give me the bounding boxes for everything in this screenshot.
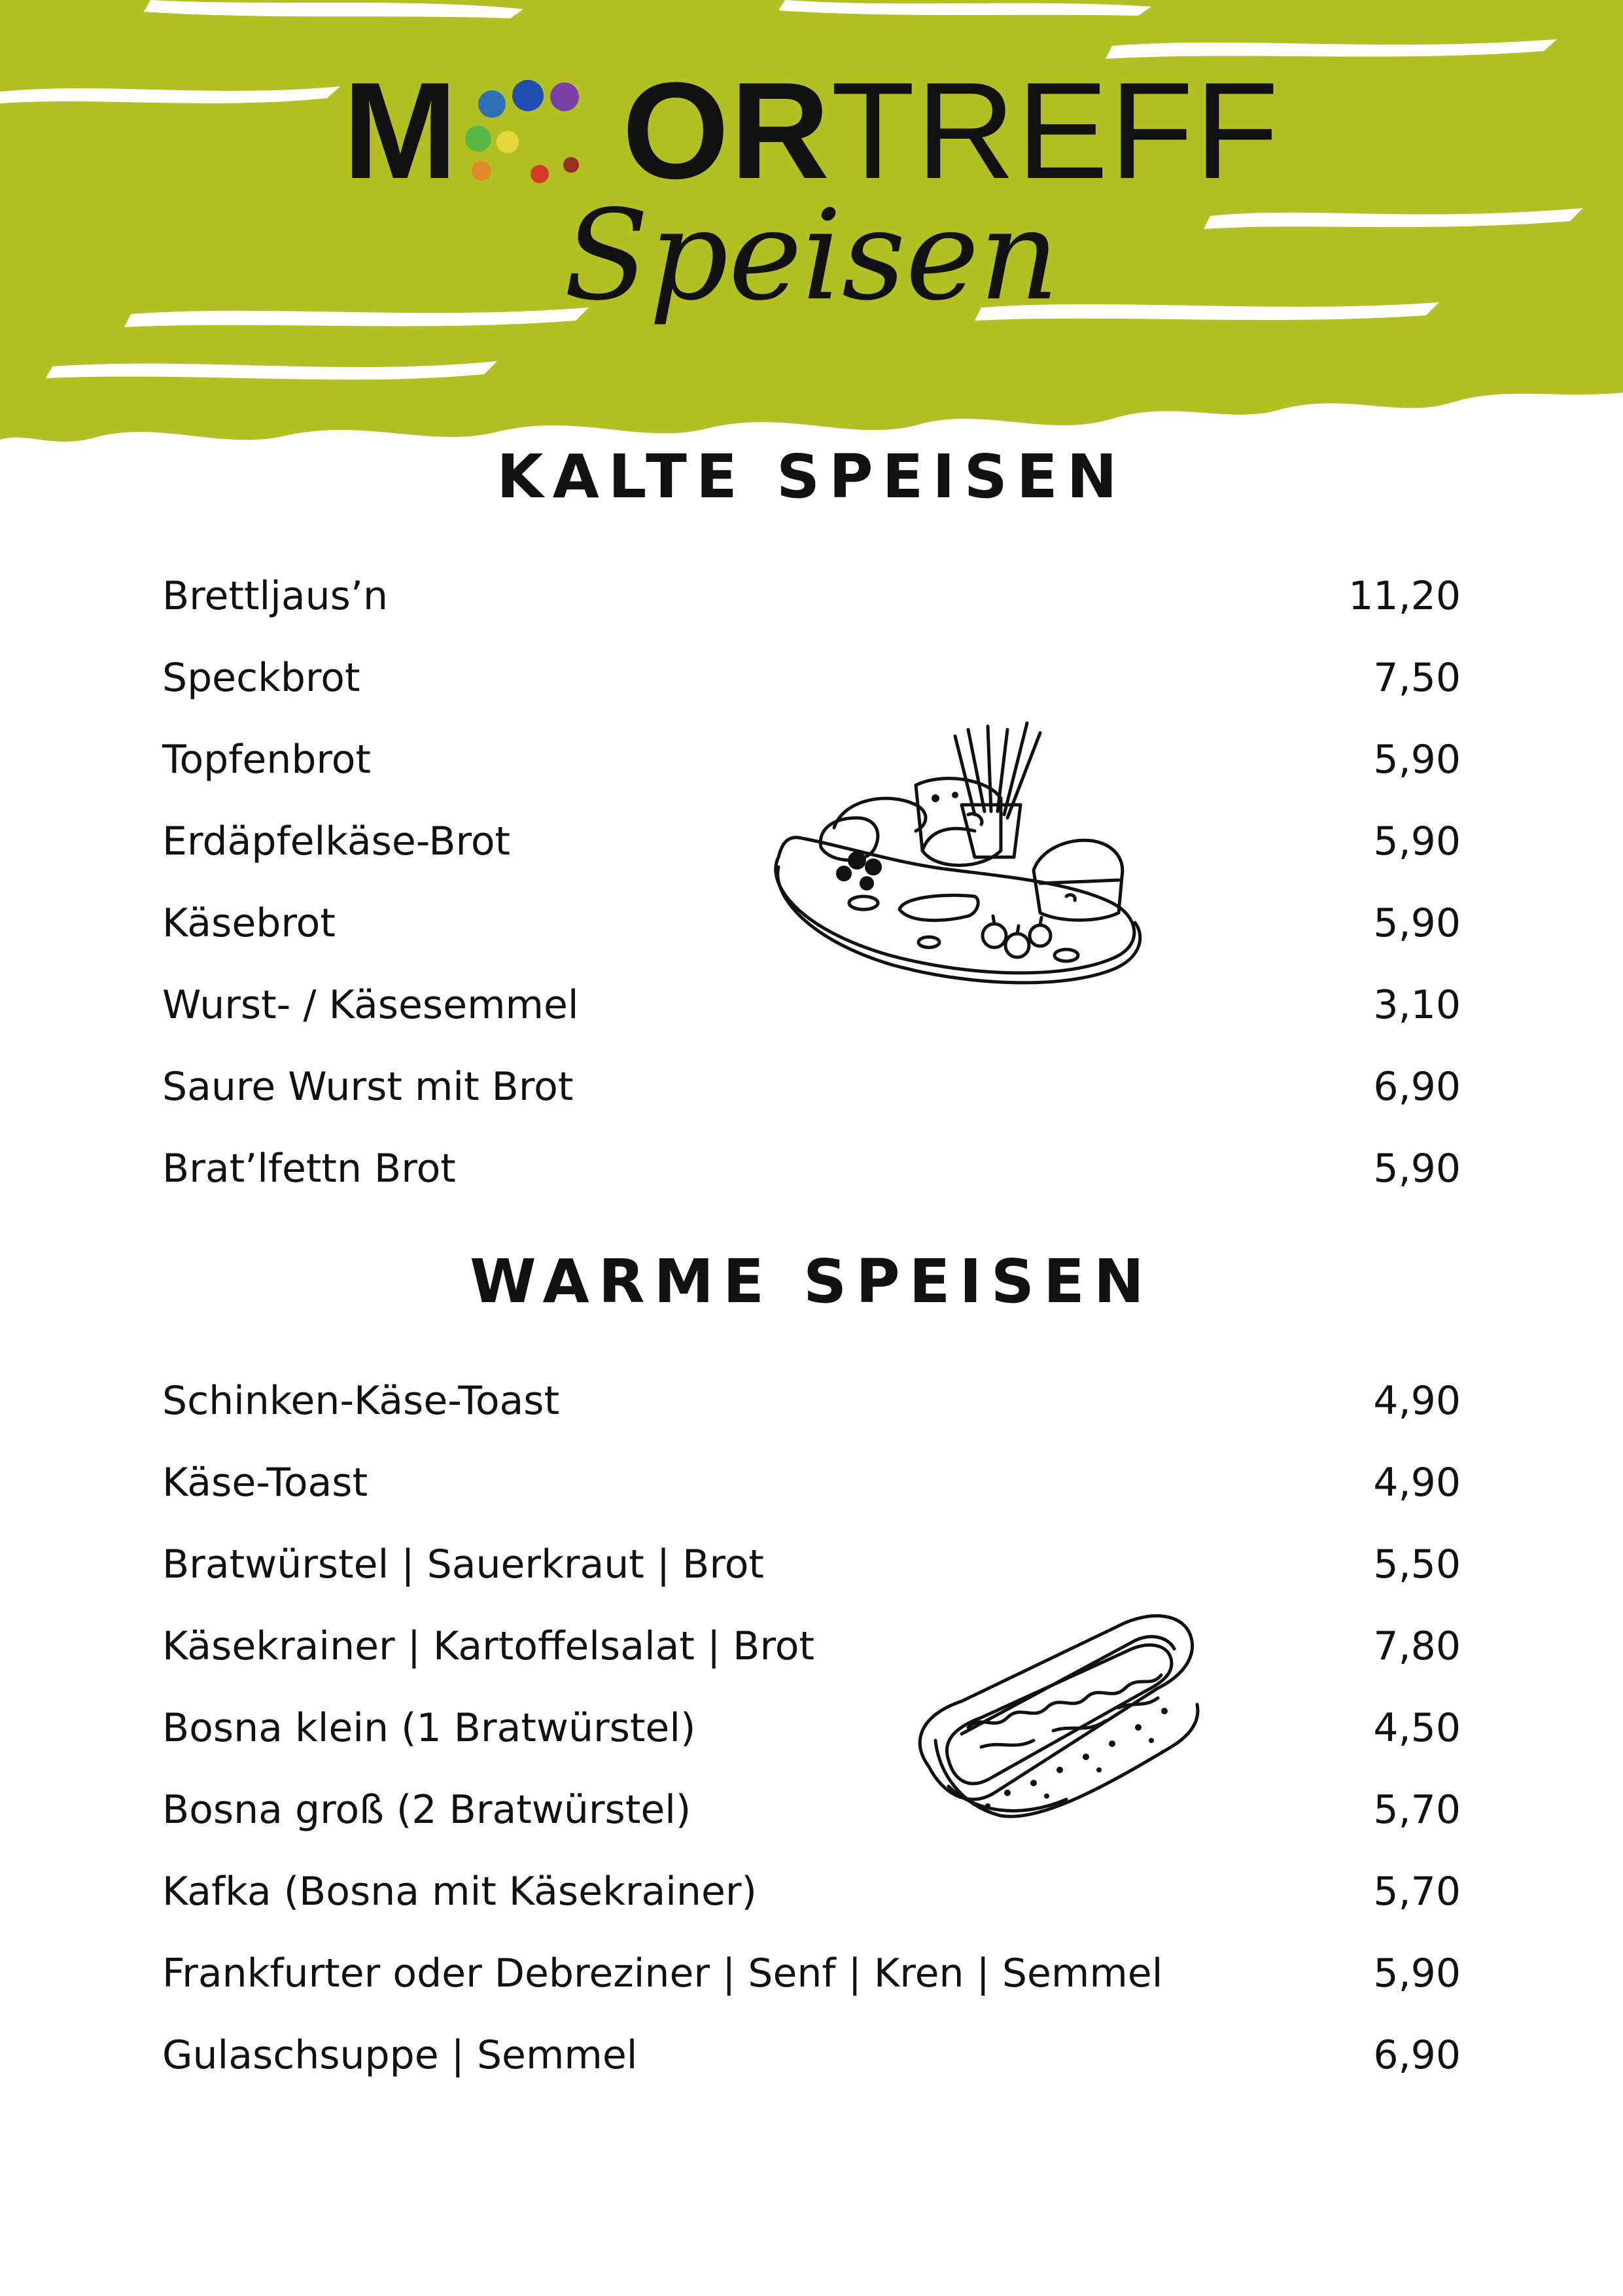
- menu-item-name: Schinken-Käse-Toast: [162, 1377, 560, 1424]
- menu-item: [162, 1127, 1461, 1209]
- menu-item-name: Brettljaus’n: [162, 573, 388, 619]
- logo-dot: [563, 157, 579, 173]
- menu-item-name: Kafka (Bosna mit Käsekrainer): [162, 1868, 757, 1915]
- menu-item: [162, 1769, 1461, 1850]
- menu-item-name: Topfenbrot: [162, 736, 371, 783]
- menu-item-price: 11,20: [1348, 573, 1461, 619]
- logo-text-part2: OR: [622, 54, 831, 207]
- menu-item-price: 6,90: [1373, 2032, 1461, 2078]
- logo-dot: [550, 82, 579, 111]
- page-subtitle: Speisen: [563, 183, 1060, 328]
- menu-item-name: Saure Wurst mit Brot: [162, 1063, 574, 1110]
- menu-item-name: Erdäpfelkäse-Brot: [162, 818, 511, 864]
- menu-item-price: 3,10: [1373, 981, 1461, 1028]
- menu-item-price: 5,90: [1373, 818, 1461, 864]
- menu-item-price: 5,90: [1373, 736, 1461, 783]
- logo-dot: [465, 126, 491, 152]
- logo-text-part1: M: [343, 54, 459, 207]
- menu-item-price: 7,80: [1373, 1623, 1461, 1669]
- menu-item: [162, 1850, 1461, 1932]
- cheese-board-icon: [759, 720, 1151, 995]
- menu-item-name: Wurst- / Käsesemmel: [162, 981, 579, 1028]
- logo-dot: [497, 131, 519, 153]
- logo-text-part3: TREFF: [831, 54, 1280, 207]
- menu-item-price: 5,90: [1373, 900, 1461, 946]
- menu-item-price: 5,90: [1373, 1145, 1461, 1192]
- section-title-warm: WARME SPEISEN: [470, 1246, 1153, 1316]
- section-title-cold: KALTE SPEISEN: [497, 442, 1126, 512]
- menu-item: [162, 1360, 1461, 1441]
- menu-item-name: Brat’lfettn Brot: [162, 1145, 456, 1192]
- menu-item: [162, 637, 1461, 718]
- menu-item: [162, 1523, 1461, 1605]
- logo-dot: [472, 161, 491, 181]
- menu-item-name: Käse-Toast: [162, 1459, 368, 1506]
- menu-item: [162, 1687, 1461, 1769]
- menu-item-price: 5,70: [1373, 1786, 1461, 1833]
- menu-item-price: 5,70: [1373, 1868, 1461, 1915]
- menu-list-warm: [162, 1360, 1461, 2096]
- menu-item: [162, 2014, 1461, 2096]
- menu-item-price: 5,90: [1373, 1950, 1461, 1996]
- brand-logo: [0, 54, 1623, 207]
- menu-item-price: 4,50: [1373, 1704, 1461, 1751]
- menu-item: [162, 1046, 1461, 1127]
- logo-dot: [512, 80, 544, 111]
- menu-item-name: Käsekrainer | Kartoffelsalat | Brot: [162, 1623, 815, 1669]
- menu-item-name: Speckbrot: [162, 654, 360, 701]
- hot-dog-icon: [909, 1597, 1204, 1845]
- menu-item: [162, 1932, 1461, 2014]
- logo-color-dots: [459, 79, 622, 183]
- menu-item-price: 4,90: [1373, 1377, 1461, 1424]
- menu-item-price: 7,50: [1373, 654, 1461, 701]
- menu-item-name: Bosna groß (2 Bratwürstel): [162, 1786, 691, 1833]
- menu-item-name: Bosna klein (1 Bratwürstel): [162, 1704, 696, 1751]
- menu-item-price: 4,90: [1373, 1459, 1461, 1506]
- menu-item: [162, 1441, 1461, 1523]
- menu-item-name: Bratwürstel | Sauerkraut | Brot: [162, 1541, 764, 1587]
- logo-dot: [531, 165, 549, 183]
- menu-item-price: 6,90: [1373, 1063, 1461, 1110]
- menu-item-name: Gulaschsuppe | Semmel: [162, 2032, 638, 2078]
- menu-item-name: Käsebrot: [162, 900, 336, 946]
- logo-dot: [478, 90, 506, 118]
- menu-item: [162, 555, 1461, 637]
- menu-item: [162, 1605, 1461, 1687]
- menu-item-name: Frankfurter oder Debreziner | Senf | Kren | Semmel: [162, 1950, 1163, 1996]
- menu-item-price: 5,50: [1373, 1541, 1461, 1587]
